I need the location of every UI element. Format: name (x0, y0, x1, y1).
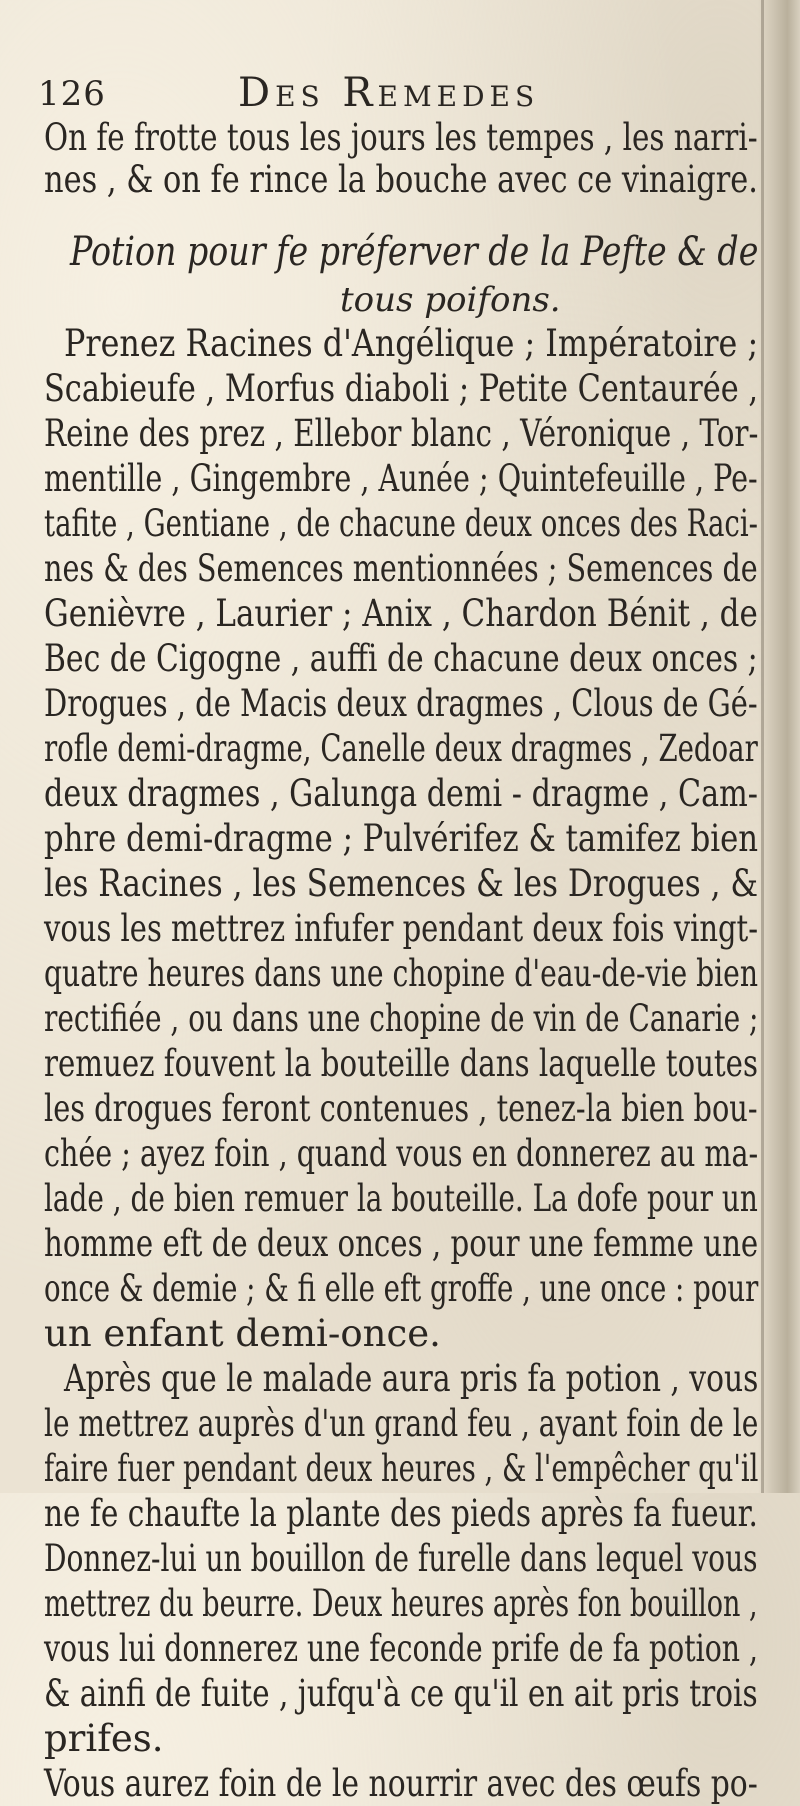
text-line: les Racines , les Semences & les Drogues , & (44, 862, 759, 905)
page-binding-edge (758, 0, 800, 1493)
page-number: 126 (38, 74, 106, 114)
section-subtitle: tous poifons. (340, 280, 561, 320)
text-line: Vous aurez foin de le nourrir avec des œufs po- (44, 1762, 758, 1805)
text-line: Drogues , de Macis deux dragmes , Clous de Gé- (44, 682, 758, 725)
text-line: Genièvre , Laurier ; Anix , Chardon Bénit , de (44, 592, 758, 635)
text-line: Prenez Racines d'Angélique ; Impératoire ; (64, 322, 759, 365)
text-line: quatre heures dans une chopine d'eau-de-vie bien (44, 952, 759, 995)
text-line: homme eft de deux onces , pour une femme une (44, 1222, 759, 1265)
text-line: Bec de Cigogne , auffi de chacune deux onces ; (44, 637, 758, 680)
text-line: ne fe chaufte la plante des pieds après fa fueur. (44, 1492, 758, 1535)
text-line: Après que le malade aura pris fa potion , vous (64, 1357, 759, 1400)
text-line: chée ; ayez foin , quand vous en donnerez au ma- (44, 1132, 759, 1175)
text-line: Donnez-lui un bouillon de furelle dans lequel vous (44, 1537, 758, 1580)
text-line: vous les mettrez infufer pendant deux fois vingt- (44, 907, 758, 950)
text-line: le mettrez auprès d'un grand feu , ayant foin de le (44, 1402, 759, 1445)
page-header (38, 70, 758, 114)
text-line: un enfant demi-once. (44, 1312, 441, 1355)
page-binding-shadow (761, 0, 764, 1493)
text-line: tafite , Gentiane , de chacune deux onces des Raci- (44, 502, 758, 545)
running-head: Des Remedes (238, 70, 540, 116)
text-line: mentille , Gingembre , Aunée ; Quintefeuille , Pe- (44, 457, 758, 500)
text-line: once & demie ; & fi elle eft groffe , une once : pour (44, 1267, 759, 1310)
text-line: rectifiée , ou dans une chopine de vin de Canarie ; (44, 997, 759, 1040)
text-line: & ainfi de fuite , jufqu'à ce qu'il en ait pris trois (44, 1672, 758, 1715)
text-line: mettrez du beurre. Deux heures après fon bouillon , (44, 1582, 758, 1625)
text-line: Scabieufe , Morfus diaboli ; Petite Centaurée , (44, 367, 759, 410)
text-line: prifes. (44, 1717, 164, 1760)
text-line: vous lui donnerez une feconde prife de fa potion , (44, 1627, 759, 1670)
section-title: Potion pour fe préferver de la Pefte & de (70, 229, 759, 275)
text-line: Reine des prez , Ellebor blanc , Véronique , Tor- (44, 412, 759, 455)
text-line: phre demi-dragme ; Pulvérifez & tamifez bien (44, 817, 759, 860)
text-line: lade , de bien remuer la bouteille. La dofe pour un (44, 1177, 758, 1220)
text-line: remuez fouvent la bouteille dans laquelle toutes (44, 1042, 758, 1085)
text-line: On fe frotte tous les jours les tempes , les narri- (44, 116, 758, 159)
text-line: nes & des Semences mentionnées ; Semences de (44, 547, 758, 590)
text-line: les drogues feront contenues , tenez-la bien bou- (44, 1087, 758, 1130)
text-line: deux dragmes , Galunga demi - dragme , Cam- (44, 772, 758, 815)
text-line: rofle demi-dragme, Canelle deux dragmes , Zedoar (44, 727, 758, 770)
text-line: faire fuer pendant deux heures , & l'empêcher qu'il (44, 1447, 759, 1490)
text-line: nes , & on fe rince la bouche avec ce vinaigre. (44, 158, 758, 201)
